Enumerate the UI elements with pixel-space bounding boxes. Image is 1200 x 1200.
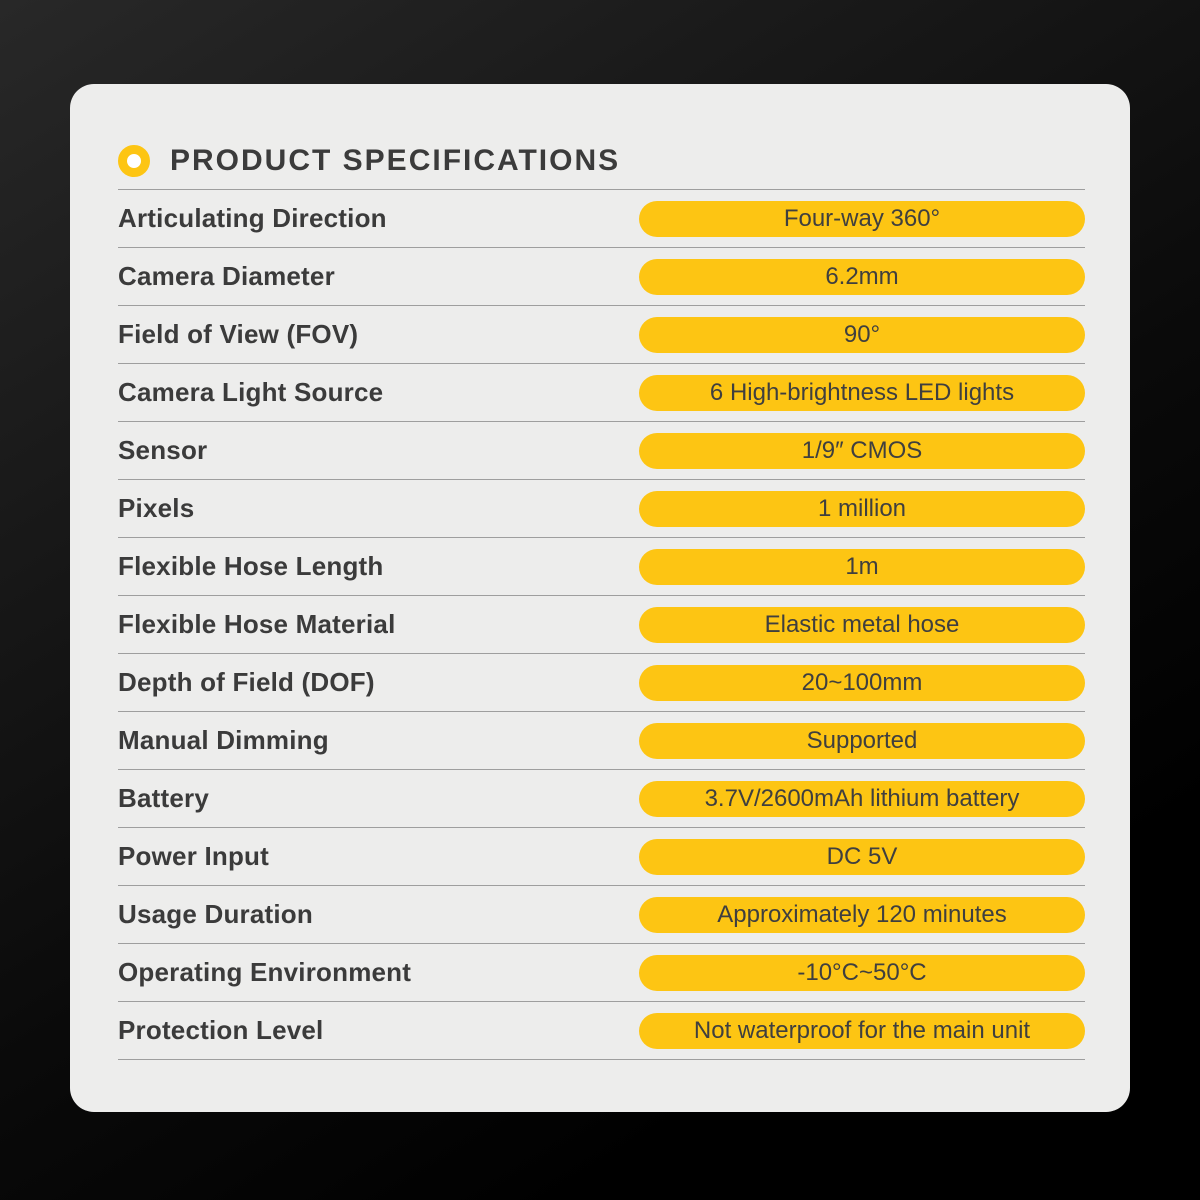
- spec-value: 1 million: [817, 494, 907, 522]
- spec-value-pill: [639, 781, 1085, 817]
- spec-value-pill: [639, 839, 1085, 875]
- spec-row: [118, 1002, 1085, 1060]
- spec-row: [118, 248, 1085, 306]
- spec-value: Approximately 120 minutes: [717, 900, 1007, 928]
- spec-row: [118, 538, 1085, 596]
- spec-value-pill: [639, 723, 1085, 759]
- spec-value: 6 High-brightness LED lights: [709, 378, 1015, 406]
- spec-row: [118, 712, 1085, 770]
- page-title: PRODUCT SPECIFICATIONS: [170, 143, 621, 177]
- spec-value: Supported: [806, 726, 918, 754]
- spec-value-pill: [639, 433, 1085, 469]
- spec-value-pill: [639, 665, 1085, 701]
- spec-value: Four-way 360°: [783, 204, 941, 232]
- spec-header: [118, 84, 1085, 190]
- spec-label: Power Input: [118, 841, 269, 871]
- spec-value-pill: [639, 1013, 1085, 1049]
- spec-label: Battery: [118, 783, 209, 813]
- spec-value: Elastic metal hose: [764, 610, 960, 638]
- spec-label: Operating Environment: [118, 957, 412, 987]
- spec-row: [118, 886, 1085, 944]
- spec-value: 1m: [845, 552, 879, 580]
- spec-value: 3.7V/2600mAh lithium battery: [704, 784, 1020, 812]
- spec-row: [118, 306, 1085, 364]
- spec-value-pill: [639, 549, 1085, 585]
- spec-value-pill: [639, 201, 1085, 237]
- spec-row: [118, 480, 1085, 538]
- spec-value-pill: [639, 897, 1085, 933]
- spec-value-pill: [639, 375, 1085, 411]
- spec-label: Usage Duration: [118, 899, 313, 929]
- spec-row: [118, 944, 1085, 1002]
- spec-row: [118, 654, 1085, 712]
- spec-value-pill: [639, 491, 1085, 527]
- spec-label: Camera Light Source: [118, 377, 384, 407]
- spec-value: 90°: [843, 320, 881, 348]
- spec-value: 20~100mm: [801, 668, 923, 696]
- spec-value-pill: [639, 317, 1085, 353]
- spec-value: -10°C~50°C: [797, 958, 927, 986]
- donut-bullet-icon: [118, 145, 150, 177]
- spec-row: [118, 828, 1085, 886]
- spec-value: DC 5V: [826, 842, 898, 870]
- spec-value-pill: [639, 955, 1085, 991]
- spec-value: Not waterproof for the main unit: [693, 1016, 1031, 1044]
- spec-row: [118, 364, 1085, 422]
- spec-value: 1/9″ CMOS: [801, 436, 923, 464]
- spec-card: [70, 84, 1130, 1112]
- spec-label: Protection Level: [118, 1015, 324, 1045]
- spec-label: Articulating Direction: [118, 203, 387, 233]
- spec-value-pill: [639, 607, 1085, 643]
- spec-row: [118, 770, 1085, 828]
- spec-label: Manual Dimming: [118, 725, 329, 755]
- spec-label: Camera Diameter: [118, 261, 335, 291]
- spec-label: Field of View (FOV): [118, 319, 359, 349]
- spec-row: [118, 422, 1085, 480]
- spec-label: Pixels: [118, 493, 195, 523]
- spec-label: Depth of Field (DOF): [118, 667, 375, 697]
- spec-value: 6.2mm: [825, 262, 899, 290]
- spec-label: Sensor: [118, 435, 208, 465]
- spec-label: Flexible Hose Length: [118, 551, 384, 581]
- spec-row: [118, 596, 1085, 654]
- spec-value-pill: [639, 259, 1085, 295]
- spec-label: Flexible Hose Material: [118, 609, 396, 639]
- spec-row: [118, 190, 1085, 248]
